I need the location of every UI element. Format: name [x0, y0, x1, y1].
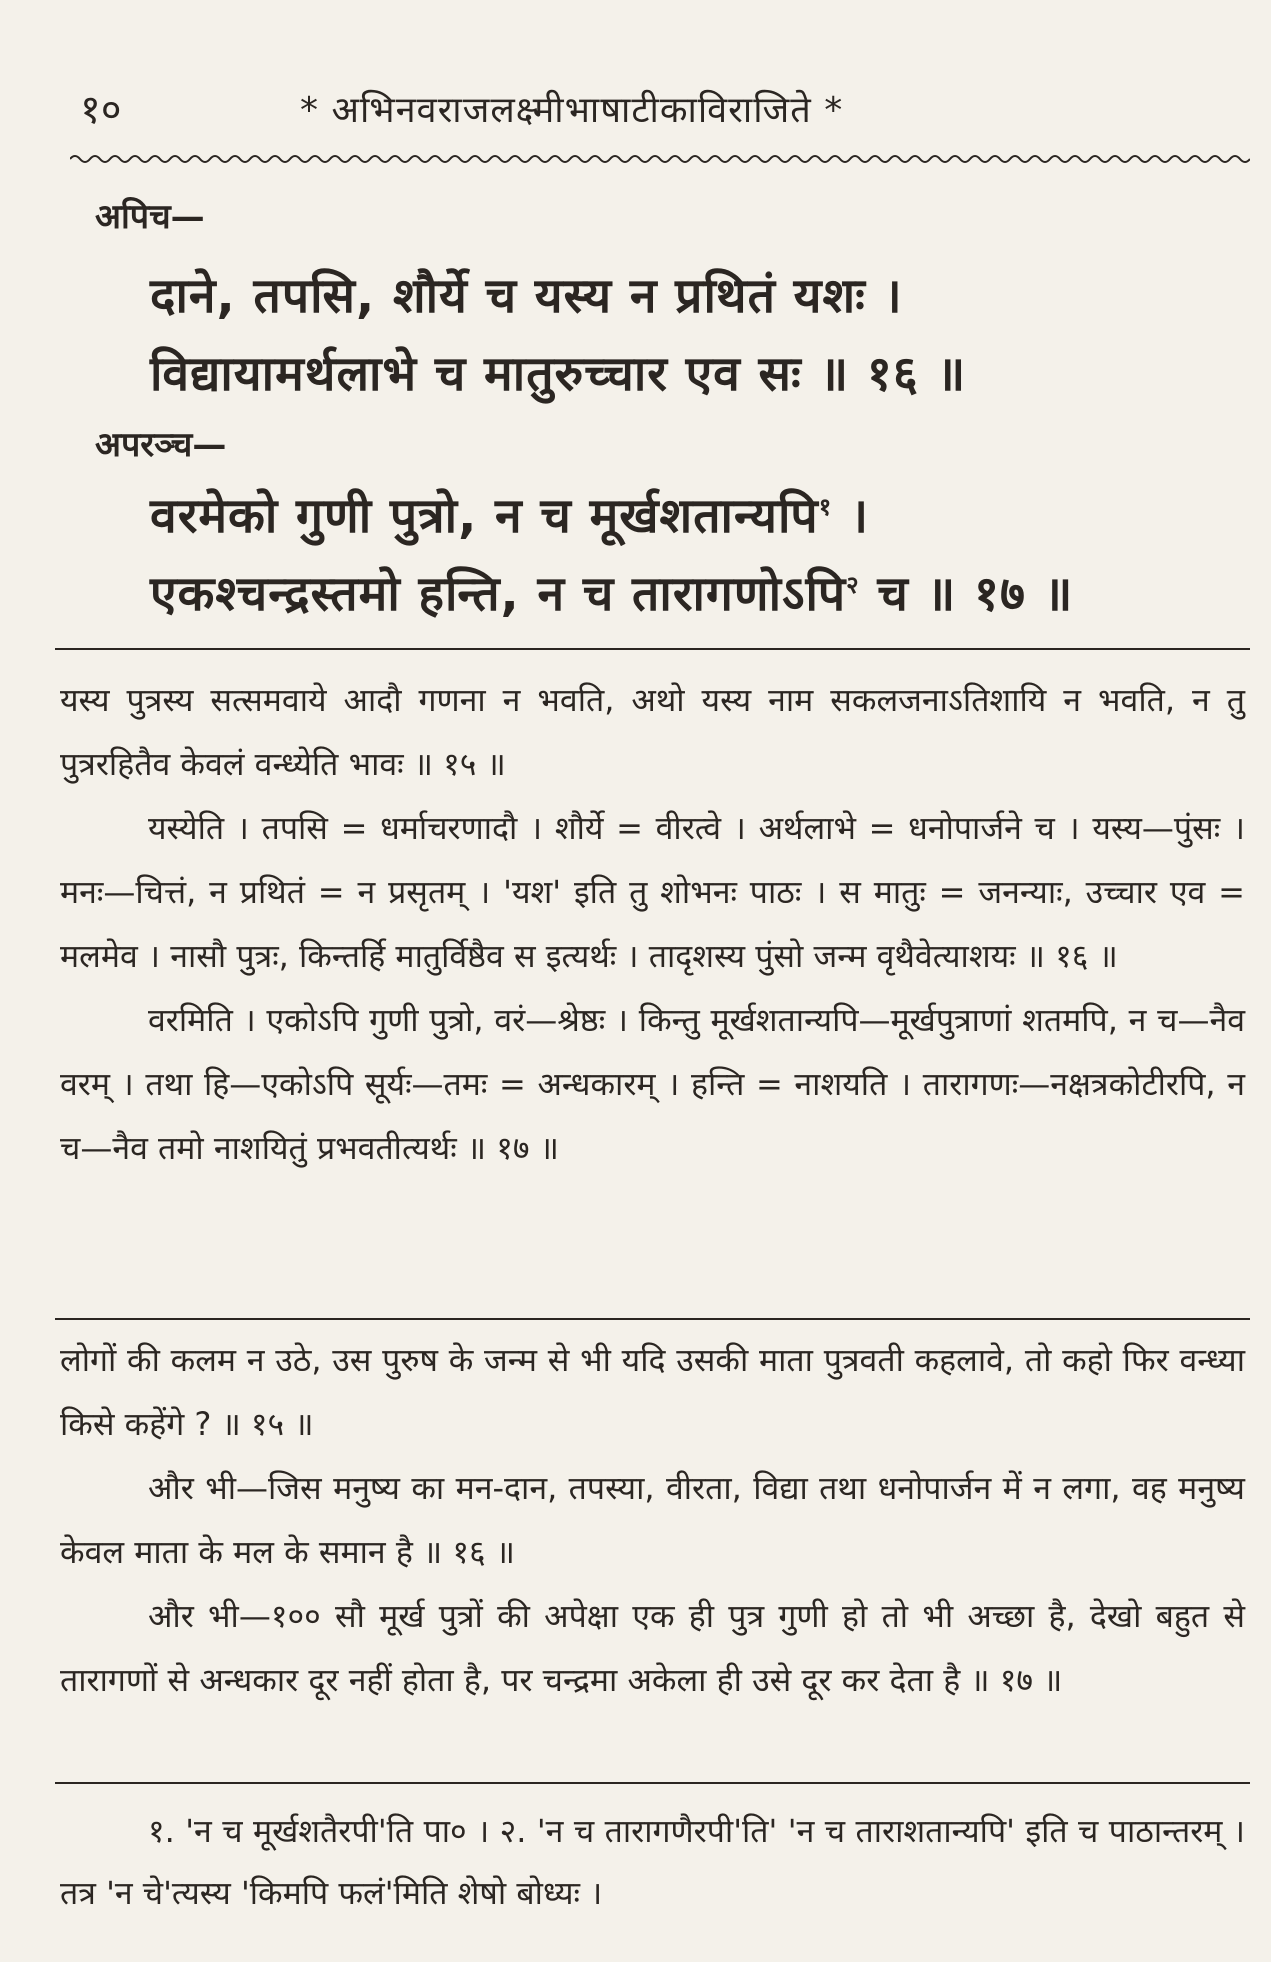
footnotes-text: १. 'न च मूर्खशतैरपी'ति पा० । २. 'न च तारागणैरपी'ति' 'न च ताराशतान्यपि' इति च पाठान्तरम् । तत्र 'न चे'त्यस्य 'किमपि फलं'मिति शेषो बोध्यः । [60, 1812, 1245, 1912]
divider-verses-commentary [55, 648, 1250, 650]
running-title: * अभिनवराजलक्ष्मीभाषाटीकाविराजिते * [300, 90, 844, 131]
hindi-commentary-para-15: लोगों की कलम न उठे, उस पुरुष के जन्म से भी यदि उसकी माता पुत्रवती कहलावे, तो कहो फिर वन्ध्या किसे कहेंगे ? ॥ १५ ॥ [60, 1341, 1245, 1443]
verse-17-line-2-text: एकश्चन्द्रस्तमो हन्ति, न च तारागणोऽपि [150, 566, 847, 622]
label-api-ca: अपिच— [95, 197, 205, 237]
verse-17-line-1-text: वरमेको गुणी पुत्रो, न च मूर्खशतान्यपि [150, 488, 819, 544]
verse-16-line-2: विद्यायामर्थलाभे च मातुरुच्चार एव सः ॥ १६ ॥ [150, 346, 967, 402]
sanskrit-commentary-para-15: यस्य पुत्रस्य सत्समवाये आदौ गणना न भवति, अथो यस्य नाम सकलजनाऽतिशायि न भवति, न तु पुत्ररहितैव केवलं वन्ध्येति भावः ॥ १५ ॥ [60, 681, 1245, 783]
verse-17-line-1-end: । [832, 488, 870, 544]
footnote-marker-2: २ [846, 571, 860, 599]
sanskrit-commentary-para-16: यस्येति । तपसि = धर्माचरणादौ । शौर्ये = वीरत्वे । अर्थलाभे = धनोपार्जने च । यस्य—पुंसः । मनः—चित्तं, न प्रथितं = न प्रसृतम् । 'यश' इति तु शोभनः पाठः । स मातुः = जनन्याः, उच्चार एव = मलमेव । नासौ पुत्रः, किन्तर्हि मातुर्विष्ठैव स इत्यर्थः । तादृशस्य पुंसो जन्म वृथैवेत्याशयः ॥ १६ ॥ [60, 809, 1245, 975]
sanskrit-commentary-para-17: वरमिति । एकोऽपि गुणी पुत्रो, वरं—श्रेष्ठः । किन्तु मूर्खशतान्यपि—मूर्खपुत्राणां शतमपि, न च—नैव वरम् । तथा हि—एकोऽपि सूर्यः—तमः = अन्धकारम् । हन्ति = नाशयति । तारागणः—नक्षत्रकोटीरपि, न च—नैव तमो नाशयितुं प्रभवतीत्यर्थः ॥ १७ ॥ [60, 1001, 1245, 1167]
footnote-marker-1: १ [818, 493, 833, 521]
label-aparam-ca: अपरञ्च— [95, 425, 227, 465]
verse-17-line-1 [150, 482, 869, 547]
sanskrit-commentary [60, 668, 1245, 1180]
hindi-commentary-para-17: और भी—१०० सौ मूर्ख पुत्रों की अपेक्षा एक ही पुत्र गुणी हो तो भी अच्छा है, देखो बहुत से तारागणों से अन्धकार दूर नहीं होता है, पर चन्द्रमा अकेला ही उसे दूर कर देता है ॥ १७ ॥ [60, 1597, 1245, 1699]
verse-16-line-1: दाने, तपसि, शौर्ये च यस्य न प्रथितं यशः । [150, 268, 903, 324]
divider-footnotes [55, 1782, 1250, 1784]
verse-17-line-2 [150, 560, 1073, 625]
verse-17-line-2-end: च ॥ १७ ॥ [859, 566, 1074, 622]
hindi-commentary-para-16: और भी—जिस मनुष्य का मन-दान, तपस्या, वीरता, विद्या तथा धनोपार्जन में न लगा, वह मनुष्य केवल माता के मल के समान है ॥ १६ ॥ [60, 1469, 1245, 1571]
header-wavy-rule [70, 152, 1250, 166]
page-number: १० [80, 87, 122, 133]
hindi-commentary [60, 1328, 1245, 1712]
footnotes [60, 1800, 1245, 1924]
page-header [70, 80, 1250, 140]
divider-sanskrit-hindi [55, 1318, 1250, 1320]
